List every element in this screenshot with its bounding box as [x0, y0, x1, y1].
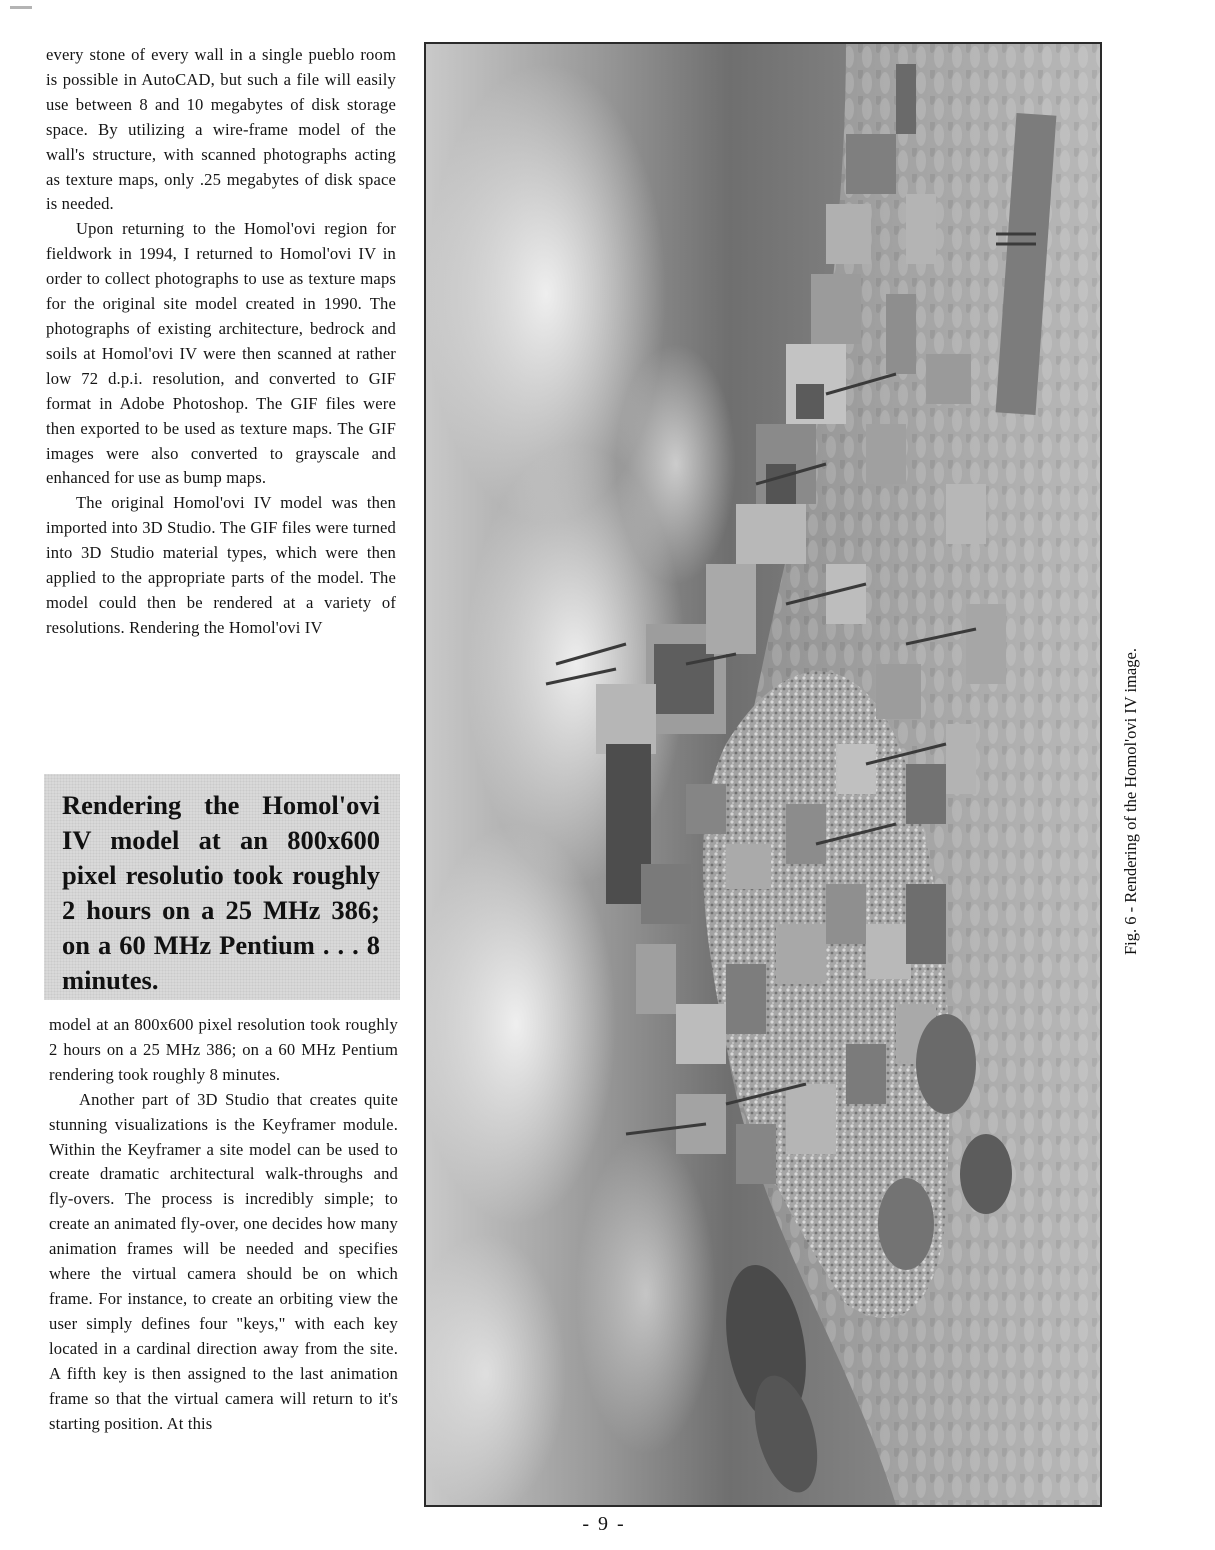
paragraph: The original Homol'ovi IV model was then imported into 3D Studio. The GIF files were turned into 3D Studio material types, which were then applied to the appropriate parts of the model. The model could then be rendered at a variety of resolutions. Rendering the Homol'ovi IV — [46, 493, 396, 637]
page-number: - 9 - — [582, 1513, 626, 1535]
scan-mark — [10, 6, 32, 9]
text-column-bottom — [49, 1013, 398, 1436]
homolovi-rendering-illustration — [426, 44, 1100, 1505]
paragraph: Another part of 3D Studio that creates quite stunning visualizations is the Keyframer module. Within the Keyframer a site model can be used to create dramatic architectural walk-throughs and fly-overs. The process is incredibly simple; to create an animated fly-over, one decides how many animation frames will be needed and specifies where the virtual camera should be on which frame. For instance, to create an orbiting view the user simply defines four "keys," with each key located in a cardinal direction away from the site. A fifth key is then assigned to the last animation frame so that the virtual camera will return to it's starting position. At this — [49, 1089, 398, 1433]
text-column-top — [46, 43, 396, 641]
paragraph: model at an 800x600 pixel resolution took roughly 2 hours on a 25 MHz 386; on a 60 MHz Pentium rendering took roughly 8 minutes. — [49, 1015, 398, 1084]
paragraph: Upon returning to the Homol'ovi region for fieldwork in 1994, I returned to Homol'ovi IV in order to collect photographs to use as texture maps for the original site model created in 1990. The photographs of existing architecture, bedrock and soils at Homol'ovi IV were then scanned at rather low 72 d.p.i. resolution, and converted to GIF format in Adobe Photoshop. The GIF files were then exported to be used as texture maps. The GIF images were also converted to grayscale and enhanced for use as bump maps. — [46, 219, 396, 488]
paragraph: every stone of every wall in a single pueblo room is possible in AutoCAD, but such a file will easily use between 8 and 10 megabytes of disk storage space. By utilizing a wire-frame model of the wall's structure, with scanned photographs acting as texture maps, only .25 megabytes of disk space is needed. — [46, 45, 396, 214]
pull-quote-text: Rendering the Homol'ovi IV model at an 800x600 pixel resolutio took roughly 2 hours on a 25 MHz 386; on a 60 MHz Pentium . . . 8 minutes. — [62, 790, 380, 995]
pull-quote-box — [44, 774, 400, 1000]
figure-caption: Fig. 6 - Rendering of the Homol'ovi IV image. — [1121, 648, 1140, 955]
figure-rendering-image — [424, 42, 1102, 1507]
